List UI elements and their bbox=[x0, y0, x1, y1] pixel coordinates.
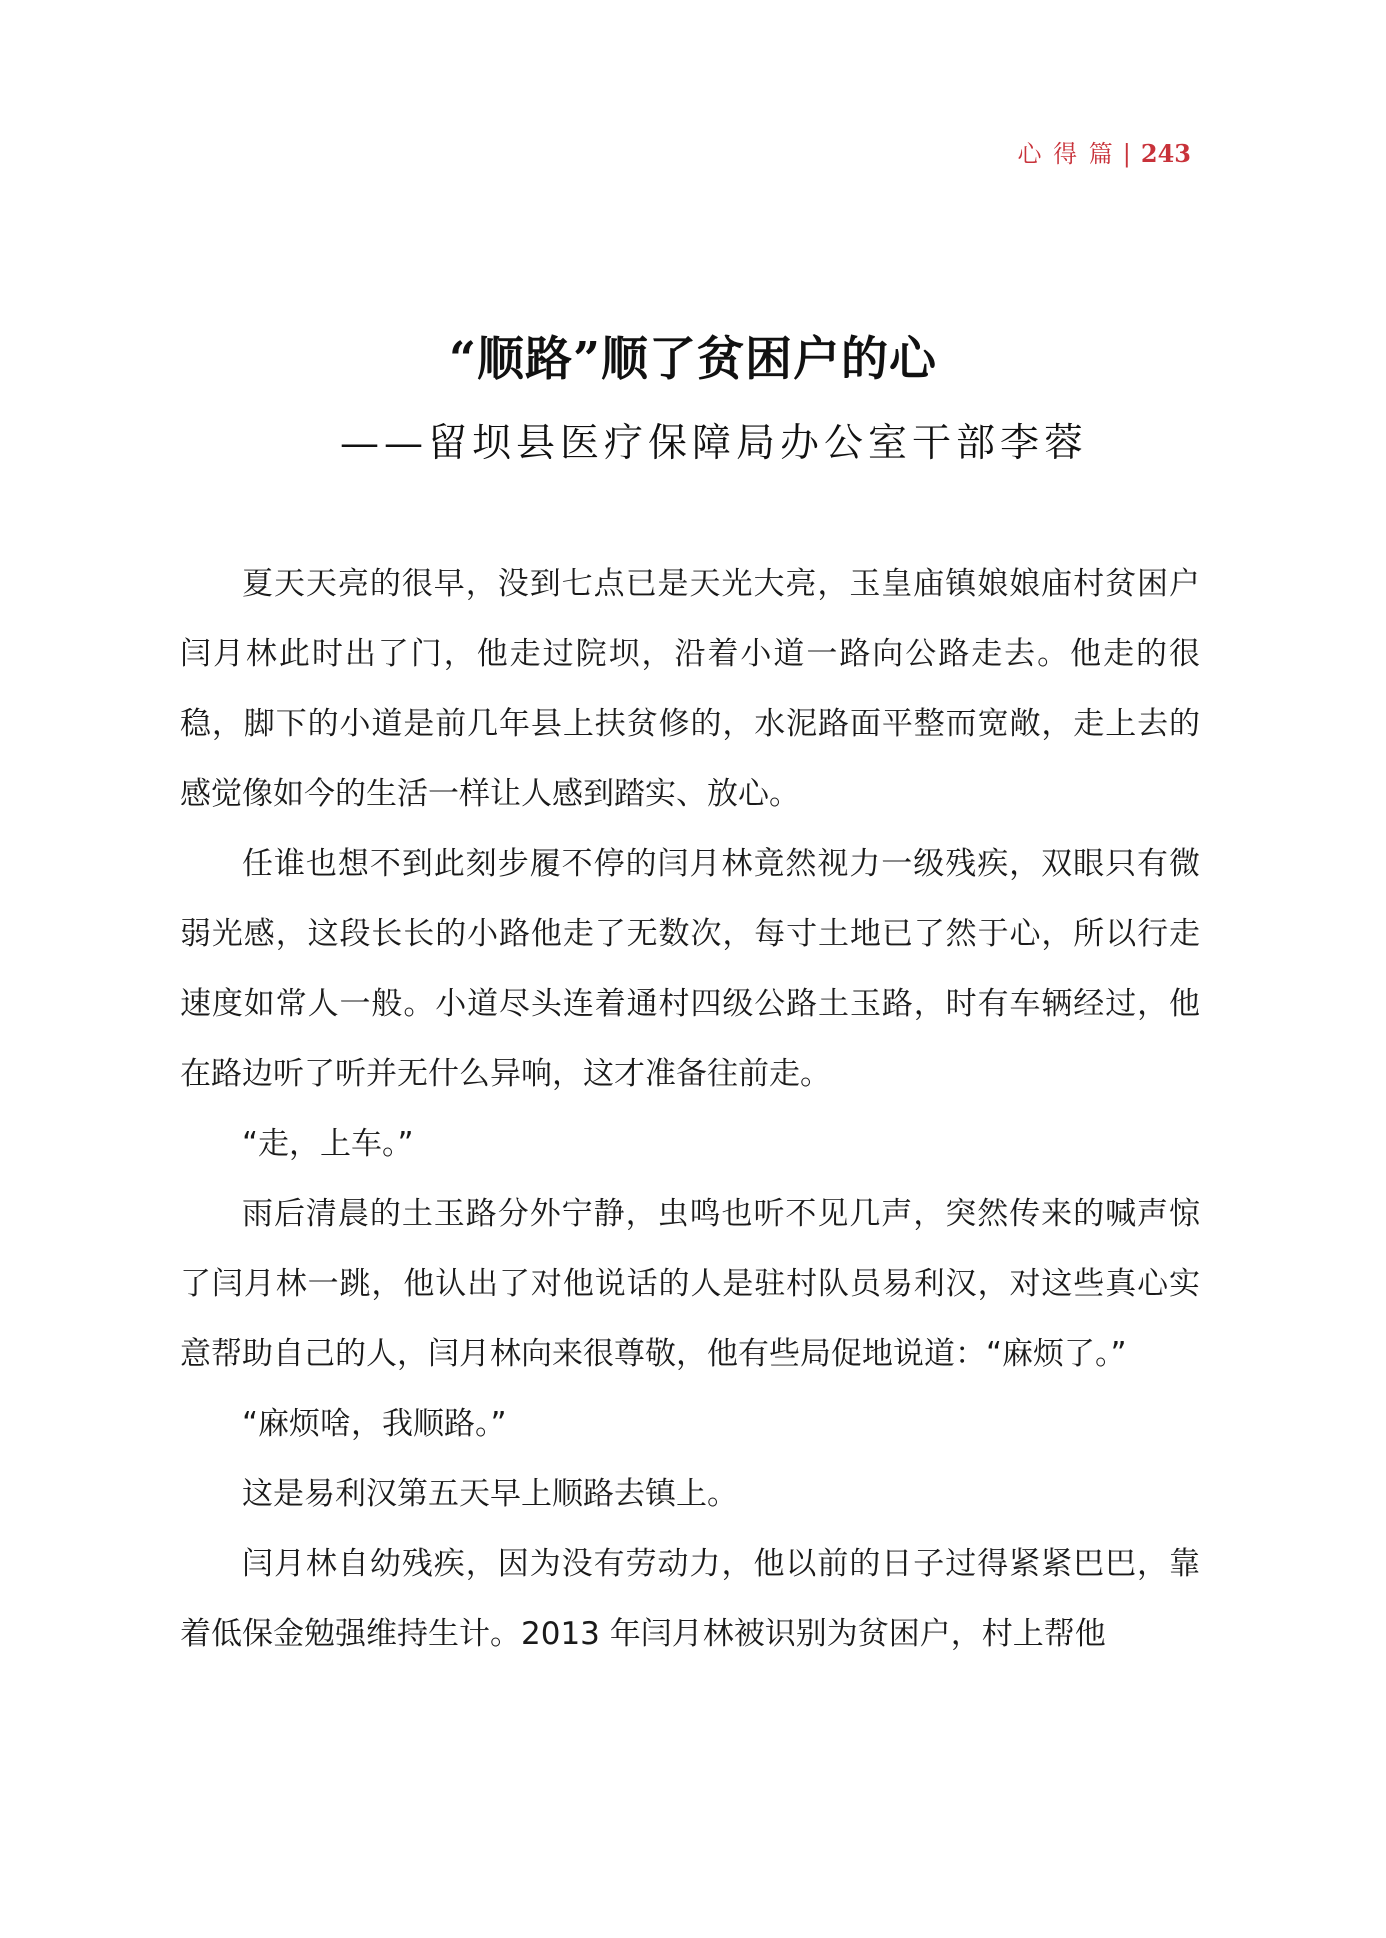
paragraph: 闫月林自幼残疾，因为没有劳动力，他以前的日子过得紧紧巴巴，靠着低保金勉强维持生计。2013 年闫月林被识别为贫困户，村上帮他 bbox=[180, 1546, 1200, 1652]
section-name: 心 得 篇 bbox=[1017, 140, 1115, 168]
running-head bbox=[1018, 134, 1191, 169]
page-number: 243 bbox=[1140, 139, 1191, 168]
paragraph: “走，上车。” bbox=[242, 1126, 414, 1162]
paragraph: 这是易利汉第五天早上顺路去镇上。 bbox=[242, 1476, 738, 1512]
article-subtitle: ——留坝县医疗保障局办公室干部李蓉 bbox=[340, 421, 1089, 466]
paragraph: 夏天天亮的很早，没到七点已是天光大亮，玉皇庙镇娘娘庙村贫困户闫月林此时出了门，他走过院坝，沿着小道一路向公路走去。他走的很稳，脚下的小道是前几年县上扶贫修的，水泥路面平整而宽敞，走上去的感觉像如今的生活一样让人感到踏实、放心。 bbox=[180, 566, 1200, 812]
article-body bbox=[180, 549, 1200, 1669]
paragraph: “麻烦啥，我顺路。” bbox=[242, 1406, 507, 1442]
article-title: “顺路”顺了贫困户的心 bbox=[448, 332, 938, 387]
header-separator: | bbox=[1122, 140, 1133, 168]
paragraph: 任谁也想不到此刻步履不停的闫月林竟然视力一级残疾，双眼只有微弱光感，这段长长的小路他走了无数次，每寸土地已了然于心，所以行走速度如常人一般。小道尽头连着通村四级公路土玉路，时有车辆经过，他在路边听了听并无什么异响，这才准备往前走。 bbox=[180, 846, 1200, 1092]
paragraph: 雨后清晨的土玉路分外宁静，虫鸣也听不见几声，突然传来的喊声惊了闫月林一跳，他认出了对他说话的人是驻村队员易利汉，对这些真心实意帮助自己的人，闫月林向来很尊敬，他有些局促地说道：“麻烦了。” bbox=[180, 1196, 1200, 1372]
